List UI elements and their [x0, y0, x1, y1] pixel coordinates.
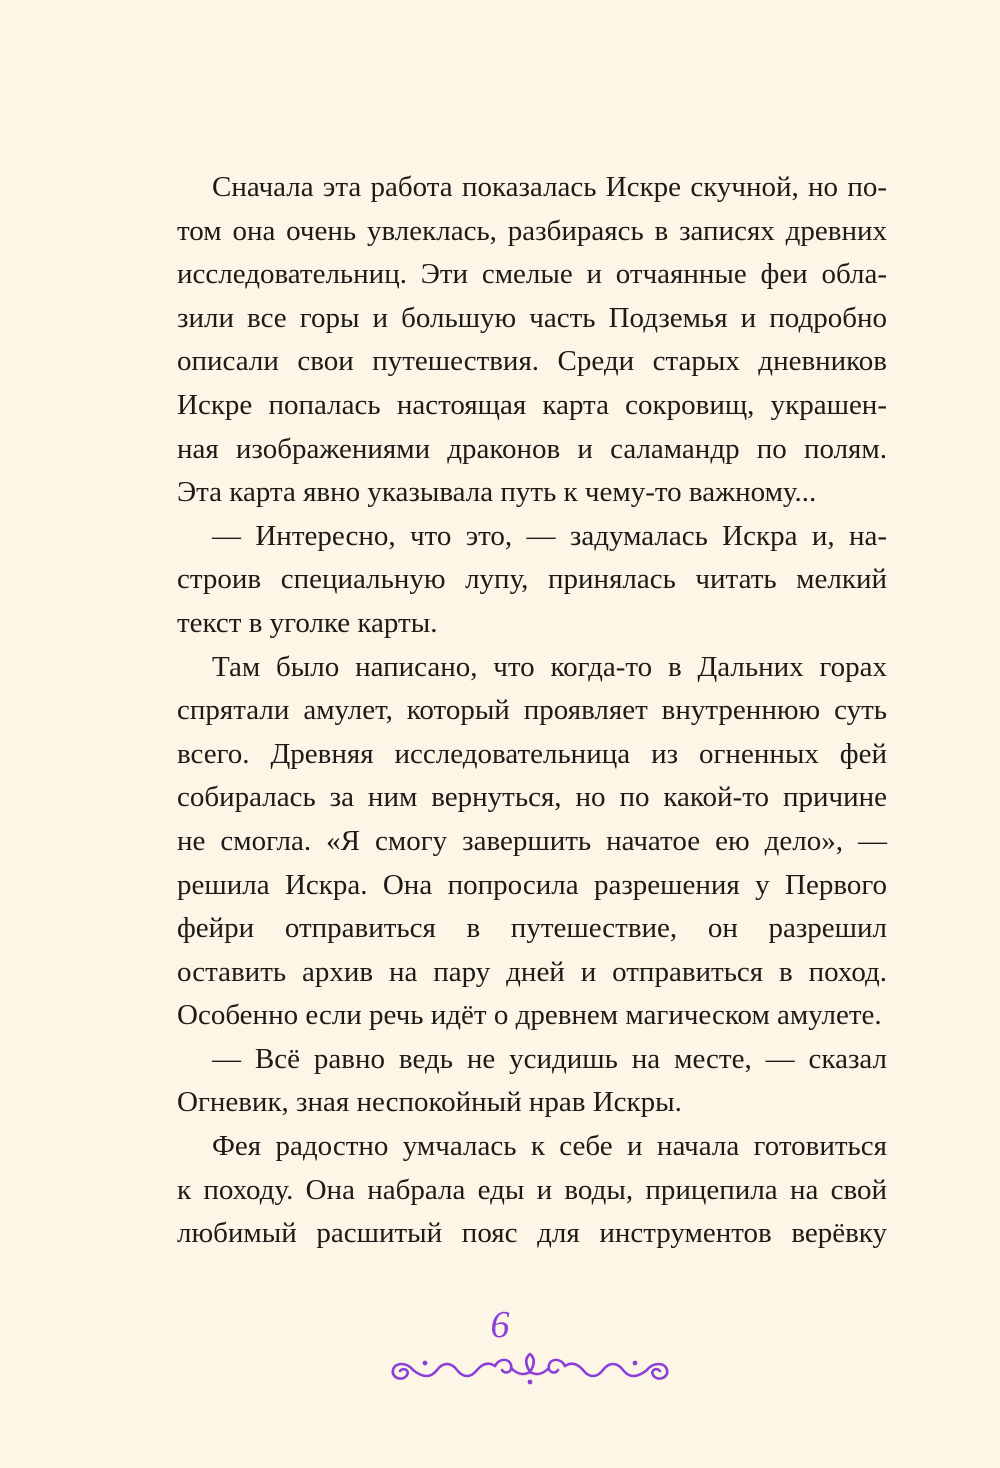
- text-line: Там было написано, что когда-то в Дальних горах: [212, 650, 887, 683]
- text-line: Эта карта явно указывала путь к чему-то важному...: [177, 476, 817, 509]
- text-line: Искре попалась настоящая карта сокровищ, украшен-: [177, 388, 887, 421]
- text-line: собиралась за ним вернуться, но по какой-то причине: [177, 781, 887, 814]
- text-line: любимый расшитый пояс для инструментов верёвку: [177, 1217, 887, 1250]
- text-line: спрятали амулет, который проявляет внутреннюю суть: [177, 694, 887, 727]
- text-line: оставить архив на пару дней и отправиться в поход.: [177, 955, 887, 988]
- text-line: не смогла. «Я смогу завершить начатое ею дело», —: [177, 824, 887, 857]
- text-line: исследовательниц. Эти смелые и отчаянные феи обла-: [177, 258, 887, 291]
- text-line: Огневик, зная неспокойный нрав Искры.: [177, 1086, 682, 1119]
- text-line: Сначала эта работа показалась Искре скучной, но по-: [212, 171, 887, 203]
- text-line: зили все горы и большую часть Подземья и подробно: [177, 301, 887, 334]
- text-line: — Всё равно ведь не усидишь на месте, — сказал: [212, 1042, 887, 1075]
- text-line: — Интересно, что это, — задумалась Искра и, на-: [212, 519, 887, 552]
- body-text: [177, 166, 887, 1256]
- text-line: Фея радостно умчалась к себе и начала готовиться: [212, 1130, 887, 1163]
- text-line: том она очень увлеклась, разбираясь в записях древних: [177, 214, 887, 247]
- text-line: ная изображениями драконов и саламандр по полям.: [177, 432, 887, 465]
- text-line: решила Искра. Она попросила разрешения у Первого: [177, 868, 887, 901]
- text-line: к походу. Она набрала еды и воды, прицепила на свой: [177, 1173, 887, 1206]
- page-number: 6: [490, 1304, 510, 1346]
- text-line: фейри отправиться в путешествие, он разрешил: [177, 912, 887, 945]
- scroll-flourish-icon: [385, 1348, 675, 1390]
- text-line: всего. Древняя исследовательница из огненных фей: [177, 737, 887, 770]
- text-line: текст в уголке карты.: [177, 606, 438, 639]
- text-line: строив специальную лупу, принялась читать мелкий: [177, 563, 887, 596]
- text-line: описали свои путешествия. Среди старых дневников: [177, 345, 887, 378]
- text-line: Особенно если речь идёт о древнем магическом амулете.: [177, 999, 882, 1032]
